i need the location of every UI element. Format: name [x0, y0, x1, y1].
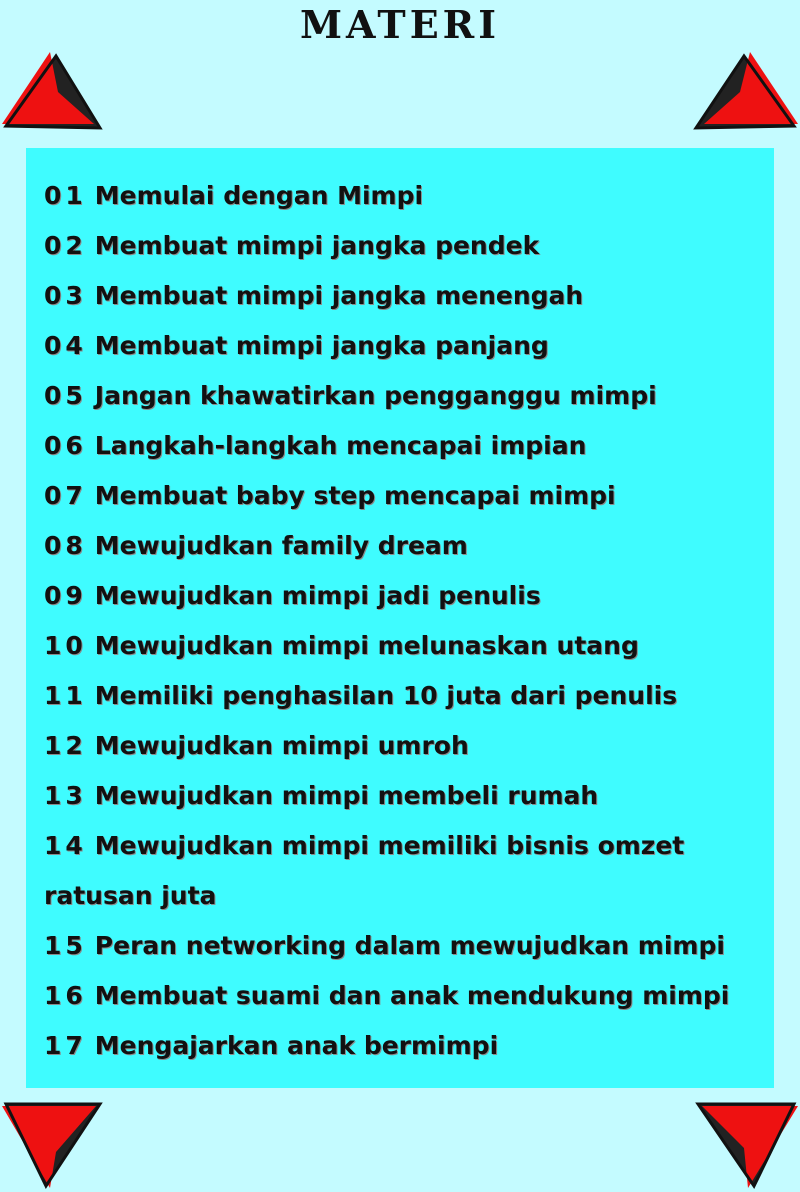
- item-number: 13: [44, 781, 87, 810]
- item-number: 08: [44, 531, 87, 560]
- item-text: Mewujudkan family dream: [94, 531, 468, 560]
- item-number: 11: [44, 681, 87, 710]
- item-text: Mewujudkan mimpi memiliki bisnis omzet: [94, 831, 685, 860]
- list-item: [44, 171, 729, 221]
- red-triangle-icon: [0, 46, 112, 146]
- item-number: 07: [44, 481, 87, 510]
- materi-list: [44, 171, 729, 1071]
- item-number: 12: [44, 731, 87, 760]
- item-text: Mewujudkan mimpi jadi penulis: [94, 581, 541, 610]
- item-text: ratusan juta: [44, 881, 217, 910]
- item-number: 17: [44, 1031, 87, 1060]
- red-triangle-icon: [0, 1092, 112, 1192]
- red-triangle-icon: [688, 46, 800, 146]
- list-item: [44, 521, 729, 571]
- list-item: [44, 821, 729, 871]
- item-text: Membuat mimpi jangka pendek: [94, 231, 540, 260]
- item-text: Membuat mimpi jangka panjang: [94, 331, 549, 360]
- item-number: 14: [44, 831, 87, 860]
- item-text: Langkah-langkah mencapai impian: [94, 431, 587, 460]
- item-number: 05: [44, 381, 87, 410]
- item-number: 16: [44, 981, 87, 1010]
- list-item: [44, 721, 729, 771]
- list-item-continuation: [44, 871, 729, 921]
- page-title: MATERI: [299, 2, 501, 47]
- item-number: 02: [44, 231, 87, 260]
- item-text: Mewujudkan mimpi melunaskan utang: [94, 631, 639, 660]
- list-item: [44, 321, 729, 371]
- list-item: [44, 921, 729, 971]
- list-item: [44, 471, 729, 521]
- list-item: [44, 621, 729, 671]
- item-text: Mengajarkan anak bermimpi: [94, 1031, 499, 1060]
- item-text: Mewujudkan mimpi membeli rumah: [94, 781, 599, 810]
- item-number: 09: [44, 581, 87, 610]
- list-item: [44, 571, 729, 621]
- item-number: 01: [44, 181, 87, 210]
- list-item: [44, 971, 729, 1021]
- list-item: [44, 221, 729, 271]
- item-number: 15: [44, 931, 87, 960]
- item-text: Mewujudkan mimpi umroh: [94, 731, 469, 760]
- list-item: [44, 271, 729, 321]
- item-number: 06: [44, 431, 87, 460]
- item-number: 03: [44, 281, 87, 310]
- list-item: [44, 371, 729, 421]
- red-triangle-icon: [688, 1092, 800, 1192]
- item-number: 10: [44, 631, 87, 660]
- list-item: [44, 421, 729, 471]
- list-item: [44, 1021, 729, 1071]
- item-text: Membuat suami dan anak mendukung mimpi: [94, 981, 730, 1010]
- item-text: Memulai dengan Mimpi: [94, 181, 424, 210]
- item-text: Membuat mimpi jangka menengah: [94, 281, 584, 310]
- item-number: 04: [44, 331, 87, 360]
- item-text: Membuat baby step mencapai mimpi: [94, 481, 616, 510]
- item-text: Jangan khawatirkan pengganggu mimpi: [94, 381, 657, 410]
- list-item: [44, 671, 729, 721]
- list-item: [44, 771, 729, 821]
- item-text: Peran networking dalam mewujudkan mimpi: [94, 931, 725, 960]
- item-text: Memiliki penghasilan 10 juta dari penulis: [94, 681, 678, 710]
